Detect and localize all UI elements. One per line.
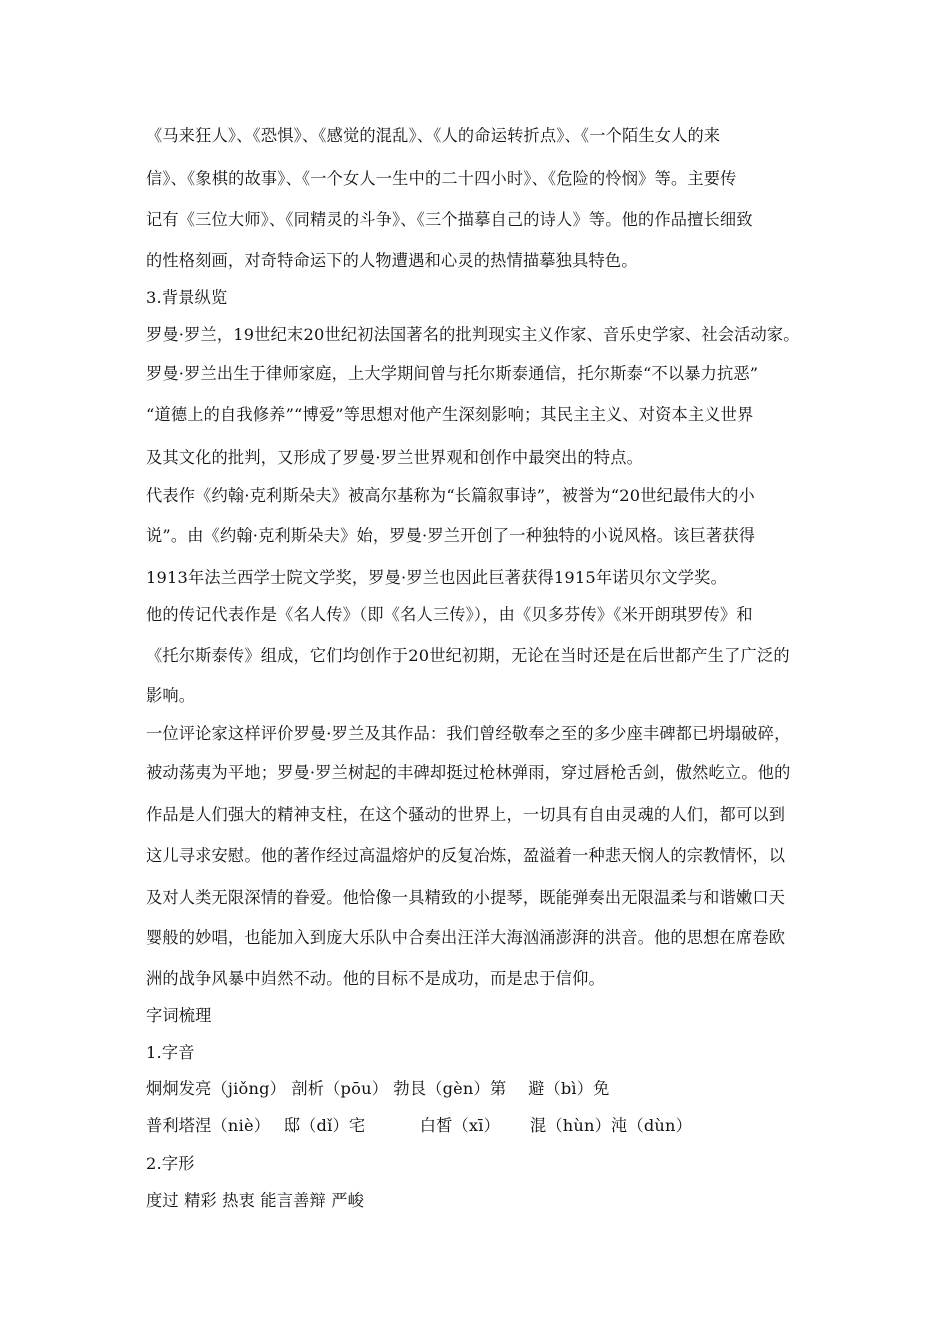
text-line: 记有《三位大师》、《同精灵的斗争》、《三个描摹自己的诗人》等。他的作品擅长细致 — [146, 210, 753, 229]
text-line: 他的传记代表作是《名人传》（即《名人三传》），由《贝多芬传》《米开朗琪罗传》和 — [146, 605, 753, 624]
section-heading: 字词梳理 — [146, 1006, 212, 1025]
text-line: 婴般的妙唱，也能加入到庞大乐队中合奏出汪洋大海汹涌澎湃的洪音。他的思想在席卷欧 — [146, 928, 786, 947]
pronunciation-line: 炯炯发亮（jiǒng） 剖析（pōu） 勃艮（gèn）第 避（bì）免 — [146, 1079, 610, 1098]
text-line: 信》、《象棋的故事》、《一个女人一生中的二十四小时》、《危险的怜悯》等。主要传 — [146, 169, 737, 188]
text-line: 被动荡夷为平地；罗曼·罗兰树起的丰碑却挺过枪林弹雨，穿过唇枪舌剑，傲然屹立。他的 — [146, 763, 791, 782]
text-line: 罗曼·罗兰出生于律师家庭，上大学期间曾与托尔斯泰通信，托尔斯泰“不以暴力抗恶” — [146, 364, 759, 383]
text-line: “道德上的自我修养”“博爱”等思想对他产生深刻影响；其民主主义、对资本主义世界 — [146, 405, 754, 424]
text-line: 1913年法兰西学士院文学奖，罗曼·罗兰也因此巨著获得1915年诺贝尔文学奖。 — [146, 568, 727, 587]
text-line: 作品是人们强大的精神支柱，在这个骚动的世界上，一切具有自由灵魂的人们，都可以到 — [146, 805, 786, 824]
text-line: 《马来狂人》、《恐惧》、《感觉的混乱》、《人的命运转折点》、《一个陌生女人的来 — [146, 126, 721, 145]
text-line: 说”。由《约翰·克利斯朵夫》始，罗曼·罗兰开创了一种独特的小说风格。该巨著获得 — [146, 526, 756, 545]
text-line: 《托尔斯泰传》组成，它们均创作于20世纪初期，无论在当时还是在后世都产生了广泛的 — [146, 646, 790, 665]
text-line: 代表作《约翰·克利斯朵夫》被高尔基称为“长篇叙事诗”，被誉为“20世纪最伟大的小 — [146, 486, 755, 505]
text-line: 影响。 — [146, 686, 196, 705]
text-line: 及对人类无限深情的眷爱。他恰像一具精致的小提琴，既能弹奏出无限温柔与和谐嫩口天 — [146, 888, 786, 907]
text-line: 及其文化的批判，又形成了罗曼·罗兰世界观和创作中最突出的特点。 — [146, 448, 643, 467]
text-line: 的性格刻画，对奇特命运下的人物遭遇和心灵的热情描摹独具特色。 — [146, 251, 638, 270]
pronunciation-line: 普利塔涅（niè） 邸（dǐ）宅 白皙（xī） 混（hùn）沌（dùn） — [146, 1116, 693, 1135]
text-line: 罗曼·罗兰，19世纪末20世纪初法国著名的批判现实主义作家、音乐史学家、社会活动家。 — [146, 325, 800, 344]
subsection-heading: 2.字形 — [146, 1154, 195, 1173]
text-line: 洲的战争风暴中岿然不动。他的目标不是成功，而是忠于信仰。 — [146, 969, 605, 988]
section-heading: 3.背景纵览 — [146, 288, 228, 307]
word-list-line: 度过 精彩 热衷 能言善辩 严峻 — [146, 1191, 365, 1210]
text-line: 一位评论家这样评价罗曼·罗兰及其作品：我们曾经敬奉之至的多少座丰碑都已坍塌破碎， — [146, 724, 791, 743]
text-line: 这儿寻求安慰。他的著作经过高温熔炉的反复冶炼，盈溢着一种悲天悯人的宗教情怀，以 — [146, 846, 786, 865]
subsection-heading: 1.字音 — [146, 1043, 195, 1062]
